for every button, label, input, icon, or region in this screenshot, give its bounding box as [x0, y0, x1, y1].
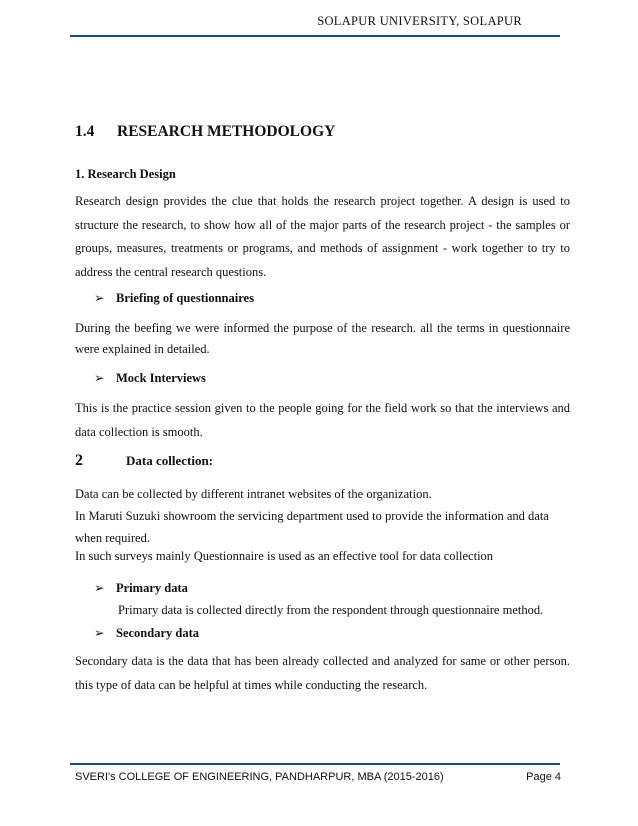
mock-paragraph: This is the practice session given to the people going for the field work so that the interviews and data collection is smooth.	[75, 401, 570, 439]
bullet-secondary	[94, 625, 199, 641]
footer-page-number: Page 4	[526, 771, 561, 783]
research-design-paragraph: Research design provides the clue that holds the research project together. A design is used to structure the research, to show how all of the major parts of the research project - the samples or groups, measures, treatments or programs, and methods of assignment - work together to try to address the central research questions.	[75, 194, 570, 279]
section-number: 1.4	[75, 123, 95, 140]
section-heading	[75, 123, 335, 141]
primary-label: Primary data	[116, 581, 188, 595]
mock-label: Mock Interviews	[116, 371, 206, 385]
secondary-label: Secondary data	[116, 626, 199, 640]
data-collection-line-3: when required.	[75, 531, 150, 545]
data-collection-heading	[75, 452, 213, 470]
data-collection-line-4: In such surveys mainly Questionnaire is used as an effective tool for data collection	[75, 549, 494, 563]
bullet-mock	[94, 370, 206, 386]
header-title: SOLAPUR UNIVERSITY, SOLAPUR	[317, 14, 522, 28]
arrow-bullet-icon: ➢	[94, 371, 105, 385]
arrow-bullet-icon: ➢	[94, 291, 105, 305]
arrow-bullet-icon: ➢	[94, 581, 105, 595]
data-collection-line-2: In Maruti Suzuki showroom the servicing department used to provide the information and data	[75, 509, 549, 523]
bullet-briefing	[94, 290, 254, 306]
arrow-bullet-icon: ➢	[94, 626, 105, 640]
bullet-primary	[94, 580, 188, 596]
footer-college: SVERI's COLLEGE OF ENGINEERING, PANDHARPUR, MBA (2015-2016)	[75, 771, 444, 783]
header-rule	[70, 35, 560, 37]
primary-text: Primary data is collected directly from the respondent through questionnaire method.	[118, 603, 544, 617]
section-title: RESEARCH METHODOLOGY	[117, 123, 336, 140]
footer-rule	[70, 763, 560, 765]
data-collection-number: 2	[75, 452, 83, 469]
briefing-label: Briefing of questionnaires	[116, 291, 254, 305]
research-design-heading: 1. Research Design	[75, 167, 176, 181]
data-collection-title: Data collection:	[126, 453, 214, 468]
secondary-paragraph: Secondary data is the data that has been already collected and analyzed for same or other person. this type of data can be helpful at times while conducting the research.	[75, 654, 570, 692]
briefing-paragraph: During the beefing we were informed the purpose of the research. all the terms in questionnaire were explained in detailed.	[75, 321, 570, 356]
data-collection-line-1: Data can be collected by different intranet websites of the organization.	[75, 487, 432, 501]
